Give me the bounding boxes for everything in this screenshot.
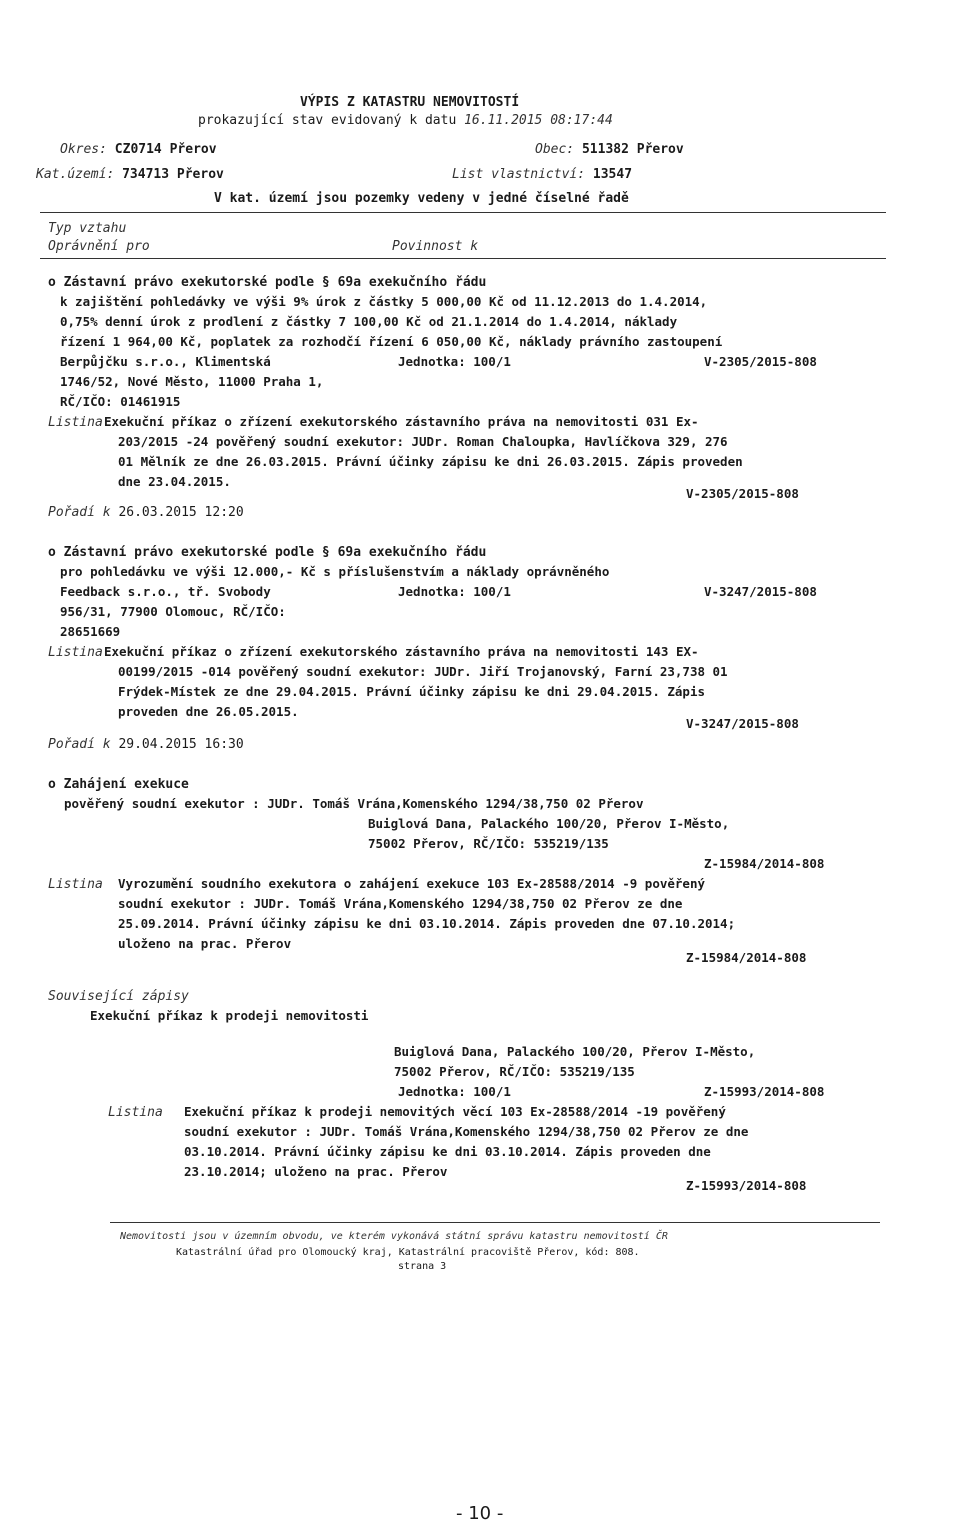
document-title: VÝPIS Z KATASTRU NEMOVITOSTÍ <box>300 95 520 110</box>
entry3-listina: soudní exekutor : JUDr. Tomáš Vrána,Komenského 1294/38,750 02 Přerov ze dne <box>118 896 683 911</box>
entry1-party: Berpůjčku s.r.o., Klimentská <box>60 354 271 369</box>
entry3-listina-label: Listina <box>48 877 103 892</box>
footer-divider <box>110 1222 880 1223</box>
katuzemi-value: 734713 Přerov <box>122 167 224 182</box>
entry2-listina: proveden dne 26.05.2015. <box>118 704 299 719</box>
related-listina: Exekuční příkaz k prodeji nemovitých věcí 103 Ex-28588/2014 -19 pověřený <box>184 1104 726 1119</box>
list-vlastnictvi <box>452 168 632 181</box>
entry2-unit: Jednotka: 100/1 <box>398 584 511 599</box>
entry1-listina: 203/2015 -24 pověřený soudní exekutor: JUDr. Roman Chaloupka, Havlíčkova 329, 276 <box>118 434 728 449</box>
related-party: Buiglová Dana, Palackého 100/20, Přerov I-Město, <box>394 1044 756 1059</box>
entry3-listina: uloženo na prac. Přerov <box>118 936 292 951</box>
subtitle-text: prokazující stav evidovaný k datu <box>198 113 457 128</box>
entry1-listina: Exekuční příkaz o zřízení exekutorského zástavního práva na nemovitosti 031 Ex- <box>104 414 699 429</box>
related-ref2: Z-15993/2014-808 <box>686 1178 807 1193</box>
entry3-ref2: Z-15984/2014-808 <box>686 950 807 965</box>
column-povinnost: Povinnost k <box>392 239 479 254</box>
extract-date: 16.11.2015 08:17:44 <box>464 113 613 128</box>
entry2-ref2: V-3247/2015-808 <box>686 716 799 731</box>
okres <box>60 143 217 156</box>
page-number: - 10 - <box>456 1503 504 1524</box>
entry2-listina-label: Listina <box>48 645 103 660</box>
column-typ-vztahu: Typ vztahu <box>48 221 127 236</box>
entry3-title: o Zahájení exekuce <box>48 777 189 792</box>
entry1-line: řízení 1 964,00 Kč, poplatek za rozhodčí řízení 6 050,00 Kč, náklady právního zastoupení <box>60 334 723 349</box>
entry2-title: o Zástavní právo exekutorské podle § 69a exekučního řádu <box>48 545 487 560</box>
entry3-party: Buiglová Dana, Palackého 100/20, Přerov I-Město, <box>368 816 730 831</box>
entry3-executor: pověřený soudní exekutor : JUDr. Tomáš Vrána,Komenského 1294/38,750 02 Přerov <box>64 796 644 811</box>
entry3-listina: Vyrozumění soudního exekutora o zahájení exekuce 103 Ex-28588/2014 -9 pověřený <box>118 876 705 891</box>
numbering-note: V kat. území jsou pozemky vedeny v jedné číselné řadě <box>214 191 629 206</box>
obec-label: Obec: <box>535 142 575 157</box>
related-title: Exekuční příkaz k prodeji nemovitosti <box>90 1008 369 1023</box>
lv-value: 13547 <box>592 167 633 182</box>
entry2-party: 28651669 <box>60 624 121 639</box>
header-divider <box>40 212 886 213</box>
related-listina: soudní exekutor : JUDr. Tomáš Vrána,Komenského 1294/38,750 02 Přerov ze dne <box>184 1124 749 1139</box>
okres-label: Okres: <box>60 142 107 157</box>
footer-page: strana 3 <box>398 1261 447 1272</box>
entry1-listina: dne 23.04.2015. <box>118 474 231 489</box>
entry1-poradi <box>48 506 244 519</box>
related-ref: Z-15993/2014-808 <box>704 1084 825 1099</box>
entry2-party: 956/31, 77900 Olomouc, RČ/IČO: <box>60 604 286 619</box>
entry1-party: RČ/IČO: 01461915 <box>60 394 181 409</box>
column-divider <box>40 258 886 259</box>
entry1-listina-label: Listina <box>48 415 103 430</box>
entry3-ref: Z-15984/2014-808 <box>704 856 825 871</box>
related-listina-label: Listina <box>108 1105 163 1120</box>
lv-label: List vlastnictví: <box>452 167 586 182</box>
entry3-party: 75002 Přerov, RČ/IČO: 535219/135 <box>368 836 609 851</box>
related-listina: 03.10.2014. Právní účinky zápisu ke dni 03.10.2014. Zápis proveden dne <box>184 1144 711 1159</box>
entry3-listina: 25.09.2014. Právní účinky zápisu ke dni 03.10.2014. Zápis proveden dne 07.10.2014; <box>118 916 736 931</box>
entry1-ref2: V-2305/2015-808 <box>686 486 799 501</box>
entry1-party: 1746/52, Nové Město, 11000 Praha 1, <box>60 374 324 389</box>
okres-value: CZ0714 Přerov <box>114 142 217 157</box>
subtitle <box>198 114 613 127</box>
poradi-value: 29.04.2015 16:30 <box>118 737 244 752</box>
entry1-ref: V-2305/2015-808 <box>704 354 817 369</box>
footer-line1: Nemovitosti jsou v územním obvodu, ve kterém vykonává státní správu katastru nemovitostí ČR <box>120 1231 668 1242</box>
entry1-listina: 01 Mělník ze dne 26.03.2015. Právní účinky zápisu ke dni 26.03.2015. Zápis proveden <box>118 454 743 469</box>
entry2-poradi <box>48 738 244 751</box>
footer-line2: Katastrální úřad pro Olomoucký kraj, Katastrální pracoviště Přerov, kód: 808. <box>176 1247 640 1258</box>
related-listina: 23.10.2014; uloženo na prac. Přerov <box>184 1164 448 1179</box>
kat-uzemi <box>36 168 224 181</box>
obec-value: 511382 Přerov <box>581 142 684 157</box>
entry2-listina: Exekuční příkaz o zřízení exekutorského zástavního práva na nemovitosti 143 EX- <box>104 644 699 659</box>
obec <box>535 143 684 156</box>
entry1-unit: Jednotka: 100/1 <box>398 354 511 369</box>
poradi-label: Pořadí k <box>48 737 111 752</box>
entry1-line: 0,75% denní úrok z prodlení z částky 7 100,00 Kč od 21.1.2014 do 1.4.2014, náklady <box>60 314 678 329</box>
entry2-line: pro pohledávku ve výši 12.000,- Kč s příslušenstvím a náklady oprávněného <box>60 564 610 579</box>
entry1-line: k zajištění pohledávky ve výši 9% úrok z částky 5 000,00 Kč od 11.12.2013 do 1.4.2014, <box>60 294 708 309</box>
entry1-title: o Zástavní právo exekutorské podle § 69a exekučního řádu <box>48 275 487 290</box>
entry2-party: Feedback s.r.o., tř. Svobody <box>60 584 271 599</box>
poradi-label: Pořadí k <box>48 505 111 520</box>
entry2-ref: V-3247/2015-808 <box>704 584 817 599</box>
related-party: 75002 Přerov, RČ/IČO: 535219/135 <box>394 1064 635 1079</box>
column-opravneni: Oprávnění pro <box>48 239 150 254</box>
poradi-value: 26.03.2015 12:20 <box>118 505 244 520</box>
related-label: Související zápisy <box>48 989 189 1004</box>
entry2-listina: Frýdek-Místek ze dne 29.04.2015. Právní účinky zápisu ke dni 29.04.2015. Zápis <box>118 684 705 699</box>
entry2-listina: 00199/2015 -014 pověřený soudní exekutor: JUDr. Jiří Trojanovský, Farní 23,738 01 <box>118 664 728 679</box>
katuzemi-label: Kat.území: <box>36 167 115 182</box>
related-unit: Jednotka: 100/1 <box>398 1084 511 1099</box>
